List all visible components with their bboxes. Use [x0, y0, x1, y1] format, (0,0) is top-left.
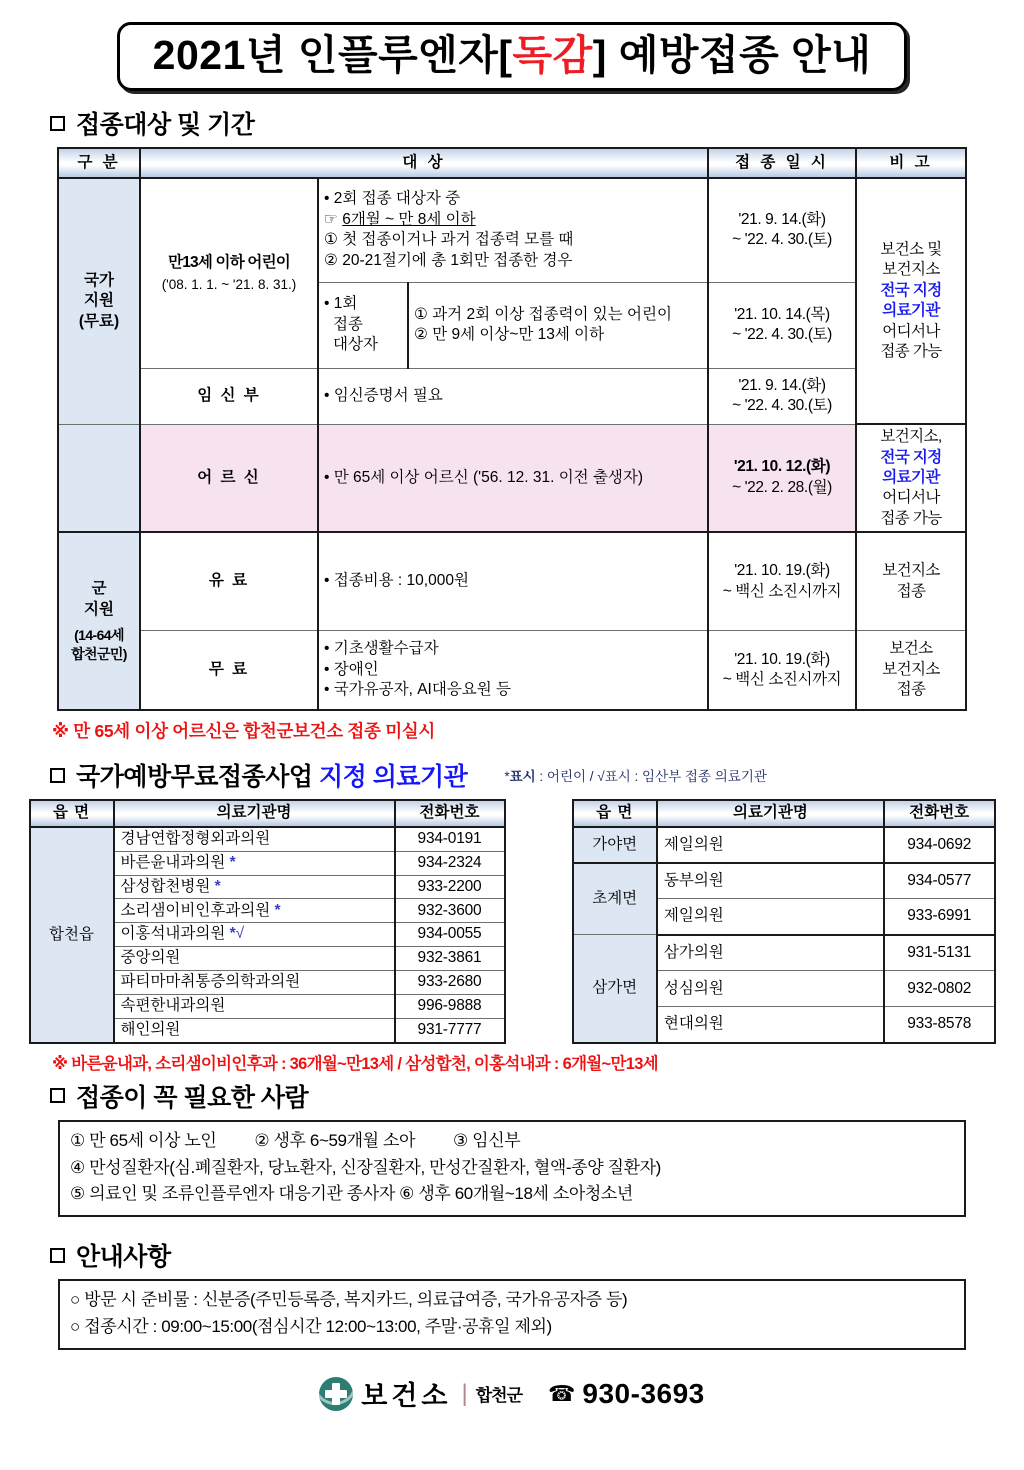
pregnant-date-end: ~ '22. 4. 30.(토)	[732, 397, 832, 415]
clinic-region-samgamyeon: 삼가면	[573, 935, 657, 1043]
logo-swoosh-decor	[319, 1377, 353, 1411]
clinic-left-col-tel: 전화번호	[395, 800, 505, 826]
clinic-tel: 934-0055	[395, 923, 505, 947]
legend-star-icon: *	[504, 769, 510, 785]
who-needs-line2: ④ 만성질환자(심.폐질환자, 당뇨환자, 신장질환자, 만성간질환자, 혈액-종양 질환자)	[70, 1157, 661, 1177]
clinic-tel: 934-0577	[884, 863, 995, 899]
remark-child-line1: 보건소 및	[880, 240, 942, 258]
cell-remark-national	[856, 178, 966, 424]
clinic-tel: 932-3861	[395, 947, 505, 971]
clinic-name	[114, 923, 395, 947]
who-needs-line1	[70, 1128, 954, 1155]
clinic-tel: 931-5131	[884, 935, 995, 971]
col-header-category: 구 분	[58, 148, 140, 178]
title-box	[117, 22, 907, 91]
footer-divider: |	[461, 1379, 468, 1407]
cell-free-name: 무 료	[140, 630, 318, 710]
clinic-name: 성심의원	[657, 971, 884, 1007]
cell-elder-date	[708, 424, 856, 532]
cell-free-date	[708, 630, 856, 710]
clinic-right-col-tel: 전화번호	[884, 800, 995, 826]
child-once-b1: ① 과거 2회 이상 접종력이 있는 어린이	[414, 305, 672, 323]
cell-remark-paid	[856, 532, 966, 630]
clinic-tel: 931-7777	[395, 1018, 505, 1042]
cell-child-twice-desc	[318, 178, 708, 282]
elder-date-start: '21. 10. 12.(화)	[733, 458, 831, 476]
title-post: ] 예방접종 안내	[592, 32, 872, 78]
vaccination-target-table	[57, 147, 967, 711]
clinic-tel: 933-6991	[884, 899, 995, 935]
clinic-row	[573, 863, 995, 899]
clinic-tel: 996-9888	[395, 994, 505, 1018]
child-once-date-start: '21. 10. 14.(목)	[734, 305, 830, 323]
square-bullet-icon-3	[50, 1088, 65, 1103]
cell-child-twice-date	[708, 178, 856, 282]
child-twice-b1: • 2회 접종 대상자 중	[324, 190, 461, 208]
child-twice-b3: ① 첫 접종이거나 과거 접종력 모를 때	[324, 231, 574, 249]
clinic-tel: 932-3600	[395, 899, 505, 923]
child-mark-icon: *	[214, 877, 221, 895]
child-twice-date-end: ~ '22. 4. 30.(토)	[732, 231, 832, 249]
who-needs-vaccination-box	[58, 1120, 966, 1218]
free-remark-line1: 보건소	[889, 640, 933, 658]
clinic-right-header-row	[573, 800, 995, 826]
clinic-name: 제일의원	[657, 899, 884, 935]
clinic-name-text: 소리샘이비인후과의원	[120, 901, 271, 919]
remark-child-line2: 보건지소	[882, 261, 940, 279]
child-once-l1: • 1회	[324, 295, 358, 313]
clinic-name	[114, 994, 395, 1018]
cell-remark-elder	[856, 424, 966, 532]
clinic-table-myeon	[572, 799, 996, 1043]
section-heading-who-needs	[50, 1078, 1024, 1114]
cell-child-once-date	[708, 282, 856, 368]
page-title	[130, 34, 894, 77]
clinic-name-text: 바른윤내과의원	[120, 853, 226, 871]
who-needs-item-1: ① 만 65세 이상 노인	[70, 1130, 217, 1150]
guidance-box	[58, 1279, 966, 1350]
cell-paid-desc: • 접종비용 : 10,000원	[318, 532, 708, 630]
section2-title	[76, 757, 467, 793]
clinic-tel: 933-2200	[395, 875, 505, 899]
cell-group-county	[58, 532, 140, 710]
cell-child-once-label	[318, 282, 408, 368]
clinic-name	[114, 875, 395, 899]
clinic-name-text: 이홍석내과의원	[120, 925, 226, 943]
legend-bold: 표시	[509, 769, 536, 785]
clinic-left-header-row	[30, 800, 505, 826]
clinic-tables-wrapper	[0, 799, 1024, 1043]
clinic-name-text: 해인의원	[120, 1021, 181, 1039]
remark-elder-line3: 어디서나	[882, 489, 940, 507]
cell-group-national	[58, 178, 140, 424]
clinic-tel: 933-8578	[884, 1007, 995, 1043]
group-county-line2: 지원	[84, 600, 114, 618]
clinic-tel: 933-2680	[395, 971, 505, 995]
clinic-name-text: 경남연합정형외과의원	[120, 829, 271, 847]
remark-child-blue1: 전국 지정	[880, 281, 942, 299]
pointer-icon: ☞	[324, 210, 343, 228]
health-center-logo-icon	[319, 1377, 353, 1411]
cell-pregnant-desc: • 임신증명서 필요	[318, 368, 708, 424]
clinic-tel: 932-0802	[884, 971, 995, 1007]
pregnant-mark-icon: √	[235, 925, 245, 943]
table-row-child-twice	[58, 178, 966, 282]
clinic-name	[114, 971, 395, 995]
child-once-l2: 접종	[333, 315, 363, 333]
footer-contact	[0, 1374, 1024, 1413]
square-bullet-icon	[50, 116, 65, 131]
col-header-date: 접 종 일 시	[708, 148, 856, 178]
footer-org-name: 보건소	[361, 1381, 452, 1412]
phone-icon: ☎	[548, 1380, 576, 1406]
table-row-county-paid	[58, 532, 966, 630]
paid-date-start: '21. 10. 19.(화)	[734, 562, 830, 580]
title-pre: 2021년 인플루엔자[	[152, 32, 513, 78]
cell-child-name	[140, 178, 318, 368]
footer-phone-number: 930-3693	[582, 1377, 705, 1409]
group-national-line2: 지원	[84, 292, 114, 310]
free-remark-line3: 접종	[896, 681, 926, 699]
paid-remark-line1: 보건지소	[882, 562, 940, 580]
col-header-target: 대 상	[140, 148, 708, 178]
clinic-name-text: 중앙의원	[120, 949, 181, 967]
child-mark-icon: *	[229, 925, 236, 943]
clinic-row	[30, 827, 505, 851]
clinic-region-chogyemyeon: 초계면	[573, 863, 657, 935]
clinic-name-text: 삼성합천병원	[120, 877, 211, 895]
paid-remark-line2: 접종	[896, 582, 926, 600]
warning-elder-not-at-center: ※ 만 65세 이상 어르신은 합천군보건소 접종 미실시	[52, 721, 436, 742]
free-remark-line2: 보건지소	[882, 660, 940, 678]
group-national-line1: 국가	[84, 271, 114, 289]
clinic-tel: 934-2324	[395, 851, 505, 875]
clinic-name: 제일의원	[657, 827, 884, 863]
child-once-b2: ② 만 9세 이상~만 13세 이하	[414, 326, 605, 344]
cell-group-national-elder	[58, 424, 140, 532]
child-label: 만13세 이하 어린이	[168, 253, 290, 271]
group-county-sub2: 합천군민)	[71, 645, 127, 662]
clinic-region-gayamyeon: 가야면	[573, 827, 657, 863]
clinic-name-text: 파티마마취통증의학과의원	[120, 973, 301, 991]
clinic-name	[114, 899, 395, 923]
section3-title: 접종이 꼭 필요한 사람	[76, 1083, 309, 1112]
child-twice-b2-text: 6개월 ~ 만 8세 이하	[342, 210, 476, 228]
who-needs-item-3: ③ 임신부	[453, 1130, 521, 1150]
clinic-name: 동부의원	[657, 863, 884, 899]
warning-age-range-by-clinic: ※ 바른윤내과, 소리샘이비인후과 : 36개월~만13세 / 삼성합천, 이홍석내과 : 6개월~만13세	[52, 1054, 658, 1073]
free-b1: • 기초생활수급자	[324, 640, 439, 658]
remark-elder-line1: 보건지소,	[880, 428, 942, 446]
clinic-right-col-region: 읍 면	[573, 800, 657, 826]
paid-date-end: ~ 백신 소진시까지	[722, 582, 842, 600]
cell-paid-date	[708, 532, 856, 630]
cell-pregnant-name: 임 신 부	[140, 368, 318, 424]
child-mark-icon: *	[274, 901, 281, 919]
table-row-pregnant	[58, 368, 966, 424]
section-heading-guidance	[50, 1237, 1024, 1273]
cell-pregnant-date	[708, 368, 856, 424]
cell-remark-free	[856, 630, 966, 710]
guidance-line1: ○ 방문 시 준비물 : 신분증(주민등록증, 복지카드, 의료급여증, 국가유공자증 등)	[70, 1290, 628, 1310]
remark-child-line3: 어디서나	[882, 322, 940, 340]
square-bullet-icon-2	[50, 768, 65, 783]
section-heading-designated-clinics	[50, 757, 1024, 793]
child-birth-range: ('08. 1. 1. ~ '21. 8. 31.)	[161, 277, 297, 293]
section-heading-target-period	[50, 105, 1024, 141]
clinic-row	[573, 935, 995, 971]
clinic-name	[114, 827, 395, 851]
clinic-tel: 934-0191	[395, 827, 505, 851]
child-twice-b4: ② 20-21절기에 총 1회만 접종한 경우	[324, 251, 573, 269]
remark-elder-blue2: 의료기관	[882, 468, 940, 486]
legend-rest: : 어린이 / √표시 : 임산부 접종 의료기관	[535, 769, 767, 785]
child-once-l3: 대상자	[333, 336, 378, 354]
cell-elder-name: 어 르 신	[140, 424, 318, 532]
clinic-name-text: 속편한내과의원	[120, 997, 226, 1015]
clinic-row	[573, 827, 995, 863]
remark-elder-blue1: 전국 지정	[880, 448, 942, 466]
remark-child-line4: 접종 가능	[880, 342, 942, 360]
clinic-mark-legend	[504, 765, 767, 785]
clinic-region-hapcheoneup: 합천읍	[30, 827, 114, 1043]
free-b2: • 장애인	[324, 660, 379, 678]
clinic-name	[114, 1018, 395, 1042]
clinic-table-hapcheoneup	[29, 799, 506, 1043]
cell-paid-name: 유 료	[140, 532, 318, 630]
group-county-line1: 군	[91, 580, 107, 598]
title-banner	[117, 22, 907, 91]
remark-child-blue2: 의료기관	[882, 302, 940, 320]
col-header-remark: 비 고	[856, 148, 966, 178]
section1-title: 접종대상 및 기간	[76, 111, 255, 140]
clinic-name	[114, 947, 395, 971]
table-row-county-free	[58, 630, 966, 710]
elder-date-end: ~ '22. 2. 28.(월)	[732, 478, 832, 496]
clinic-name: 삼가의원	[657, 935, 884, 971]
section2-title-blue: 지정 의료기관	[318, 763, 468, 792]
guidance-line2: ○ 접종시간 : 09:00~15:00(점심시간 12:00~13:00, 주말·공휴일 제외)	[70, 1317, 552, 1337]
who-needs-line3: ⑤ 의료인 및 조류인플루엔자 대응기관 종사자 ⑥ 생후 60개월~18세 소아청소년	[70, 1184, 633, 1204]
title-highlight: 독감	[512, 32, 593, 78]
table-row-elder	[58, 424, 966, 532]
footer-county-name: 합천군	[475, 1386, 522, 1406]
section2-title-black: 국가예방무료접종사업	[76, 763, 319, 792]
free-b3: • 국가유공자, AI대응요원 등	[324, 681, 512, 699]
free-date-end: ~ 백신 소진시까지	[722, 671, 842, 689]
square-bullet-icon-4	[50, 1248, 65, 1263]
child-twice-date-start: '21. 9. 14.(화)	[738, 210, 826, 228]
cell-elder-desc: • 만 65세 이상 어르신 ('56. 12. 31. 이전 출생자)	[318, 424, 708, 532]
cell-child-once-desc	[408, 282, 708, 368]
table-header-row	[58, 148, 966, 178]
clinic-name	[114, 851, 395, 875]
clinic-name: 현대의원	[657, 1007, 884, 1043]
clinic-left-col-name: 의료기관명	[114, 800, 395, 826]
pregnant-date-start: '21. 9. 14.(화)	[738, 376, 826, 394]
child-twice-b2	[324, 210, 702, 230]
remark-elder-line4: 접종 가능	[880, 509, 942, 527]
group-national-line3: (무료)	[78, 312, 120, 330]
free-date-start: '21. 10. 19.(화)	[734, 650, 830, 668]
cell-free-desc	[318, 630, 708, 710]
section4-title: 안내사항	[76, 1243, 171, 1272]
child-once-date-end: ~ '22. 4. 30.(토)	[732, 326, 832, 344]
clinic-right-col-name: 의료기관명	[657, 800, 884, 826]
group-county-sub1: (14-64세	[74, 627, 124, 644]
clinic-left-col-region: 읍 면	[30, 800, 114, 826]
clinic-tel: 934-0692	[884, 827, 995, 863]
child-mark-icon: *	[229, 853, 236, 871]
who-needs-item-2: ② 생후 6~59개월 소아	[254, 1130, 416, 1150]
